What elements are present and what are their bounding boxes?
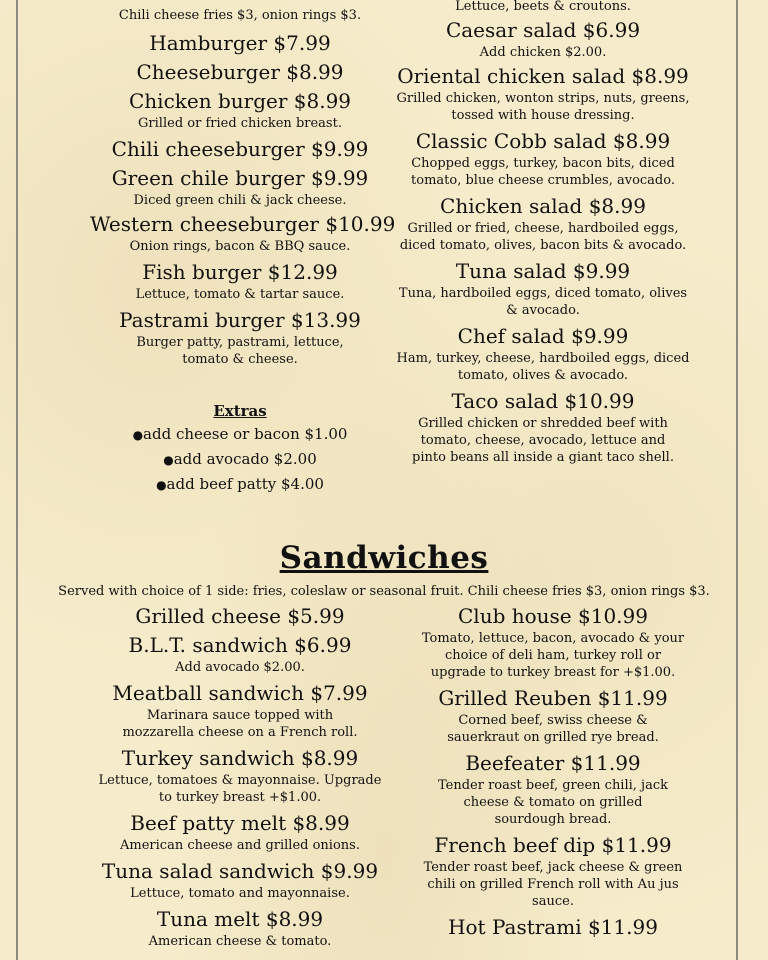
item-description: Corned beef, swiss cheese & sauerkraut on grilled rye bread. <box>447 713 659 745</box>
salads-column <box>395 0 691 466</box>
menu-item <box>395 17 691 61</box>
menu-item <box>400 914 706 941</box>
item-description: Add chicken $2.00. <box>479 45 607 60</box>
sandwiches-right-column <box>400 603 706 941</box>
bullet-icon: ● <box>163 453 174 467</box>
item-description: Burger patty, pastrami, lettuce, tomato & cheese. <box>136 335 344 367</box>
left-border <box>16 0 18 960</box>
item-name: Caesar salad $6.99 <box>445 18 641 42</box>
item-name: Grilled Reuben $11.99 <box>438 686 668 710</box>
bullet-icon: ● <box>156 478 167 492</box>
item-name: Chicken salad $8.99 <box>440 194 646 218</box>
item-name: Chef salad $9.99 <box>457 324 629 348</box>
item-description: Grilled chicken, wonton strips, nuts, greens, tossed with house dressing. <box>396 91 690 123</box>
menu-item <box>395 258 691 319</box>
extra-item: ●add beef patty $4.00 <box>156 475 324 493</box>
menu-item <box>395 128 691 189</box>
item-name: Chili cheeseburger $9.99 <box>111 137 369 161</box>
burgers-column <box>90 7 396 497</box>
item-description: American cheese and grilled onions. <box>120 838 360 853</box>
item-description: Add avocado $2.00. <box>175 660 305 675</box>
extra-item: ●add cheese or bacon $1.00 <box>132 425 348 443</box>
section-subtitle: Served with choice of 1 side: fries, coleslaw or seasonal fruit. Chili cheese fries $3, onion rings $3. <box>58 584 710 599</box>
item-name: Taco salad $10.99 <box>451 389 635 413</box>
menu-item <box>395 323 691 384</box>
item-name: Oriental chicken salad $8.99 <box>397 64 689 88</box>
menu-item <box>80 680 400 741</box>
item-name: Grilled cheese $5.99 <box>135 604 345 628</box>
menu-item <box>395 388 691 466</box>
item-name: Chicken burger $8.99 <box>128 89 352 113</box>
item-name: Hamburger $7.99 <box>149 31 331 55</box>
item-name: Tuna melt $8.99 <box>156 907 324 931</box>
item-name: Pastrami burger $13.99 <box>119 308 361 332</box>
item-name: Cheeseburger $8.99 <box>136 60 344 84</box>
right-border <box>736 0 738 960</box>
menu-item <box>400 832 706 910</box>
item-description: Tender roast beef, jack cheese & green chili on grilled French roll with Au jus sauce. <box>423 860 683 909</box>
sandwiches-left-column <box>80 603 400 950</box>
item-name: Green chile burger $9.99 <box>111 166 369 190</box>
menu-item <box>400 750 706 828</box>
menu-item <box>400 603 706 681</box>
menu-item <box>90 307 390 368</box>
menu-item <box>395 63 691 124</box>
item-description: Lettuce, tomato & tartar sauce. <box>135 287 345 302</box>
item-description: Tomato, lettuce, bacon, avocado & your choice of deli ham, turkey roll or upgrade to turkey breast for +$1.00. <box>421 631 685 680</box>
menu-item <box>395 193 691 254</box>
item-description: Grilled or fried chicken breast. <box>138 116 342 131</box>
item-name: Turkey sandwich $8.99 <box>121 746 359 770</box>
menu-item <box>90 88 390 132</box>
section-title: Sandwiches <box>279 540 489 576</box>
item-name: Western cheeseburger $10.99 <box>90 212 396 236</box>
item-name: Hot Pastrami $11.99 <box>448 915 658 939</box>
burgers-top-note: Chili cheese fries $3, onion rings $3. <box>118 8 362 23</box>
item-description: Lettuce, tomatoes & mayonnaise. Upgrade to turkey breast +$1.00. <box>98 773 382 805</box>
item-description: Grilled or fried, cheese, hardboiled eggs, diced tomato, olives, bacon bits & avocado. <box>399 221 687 253</box>
menu-item <box>90 165 390 209</box>
item-name: Beefeater $11.99 <box>465 751 641 775</box>
menu-item <box>80 745 400 806</box>
item-description: Chopped eggs, turkey, bacon bits, diced tomato, blue cheese crumbles, avocado. <box>411 156 675 188</box>
extras-heading: Extras <box>213 402 267 420</box>
menu-item <box>80 810 400 854</box>
menu-item <box>90 211 396 255</box>
menu-item <box>90 136 390 163</box>
menu-item <box>90 30 390 57</box>
menu-item <box>80 632 400 676</box>
menu-item <box>80 603 400 630</box>
menu-item <box>80 858 400 902</box>
item-description: Tuna, hardboiled eggs, diced tomato, olives & avocado. <box>398 286 688 318</box>
item-name: Meatball sandwich $7.99 <box>112 681 368 705</box>
item-description: Onion rings, bacon & BBQ sauce. <box>129 239 351 254</box>
item-name: B.L.T. sandwich $6.99 <box>128 633 352 657</box>
item-description: Marinara sauce topped with mozzarella cheese on a French roll. <box>122 708 358 740</box>
menu-item <box>90 259 390 303</box>
item-name: Fish burger $12.99 <box>142 260 338 284</box>
item-description: American cheese & tomato. <box>148 934 332 949</box>
salads-top-note: Lettuce, beets & croutons. <box>455 0 631 14</box>
item-description: Lettuce, tomato and mayonnaise. <box>130 886 350 901</box>
item-name: Beef patty melt $8.99 <box>130 811 350 835</box>
menu-item <box>80 906 400 950</box>
menu-item <box>400 685 706 746</box>
item-description: Tender roast beef, green chili, jack cheese & tomato on grilled sourdough bread. <box>438 778 668 827</box>
item-name: Club house $10.99 <box>458 604 648 628</box>
item-description: Grilled chicken or shredded beef with tomato, cheese, avocado, lettuce and pinto beans all inside a giant taco shell. <box>412 416 674 465</box>
extra-item: ●add avocado $2.00 <box>163 450 317 468</box>
menu-item <box>90 59 390 86</box>
item-name: French beef dip $11.99 <box>434 833 672 857</box>
bullet-icon: ● <box>132 428 144 442</box>
item-description: Ham, turkey, cheese, hardboiled eggs, diced tomato, olives & avocado. <box>396 351 690 383</box>
item-description: Diced green chili & jack cheese. <box>133 193 347 208</box>
item-name: Classic Cobb salad $8.99 <box>415 129 671 153</box>
item-name: Tuna salad sandwich $9.99 <box>101 859 379 883</box>
item-name: Tuna salad $9.99 <box>455 259 631 283</box>
